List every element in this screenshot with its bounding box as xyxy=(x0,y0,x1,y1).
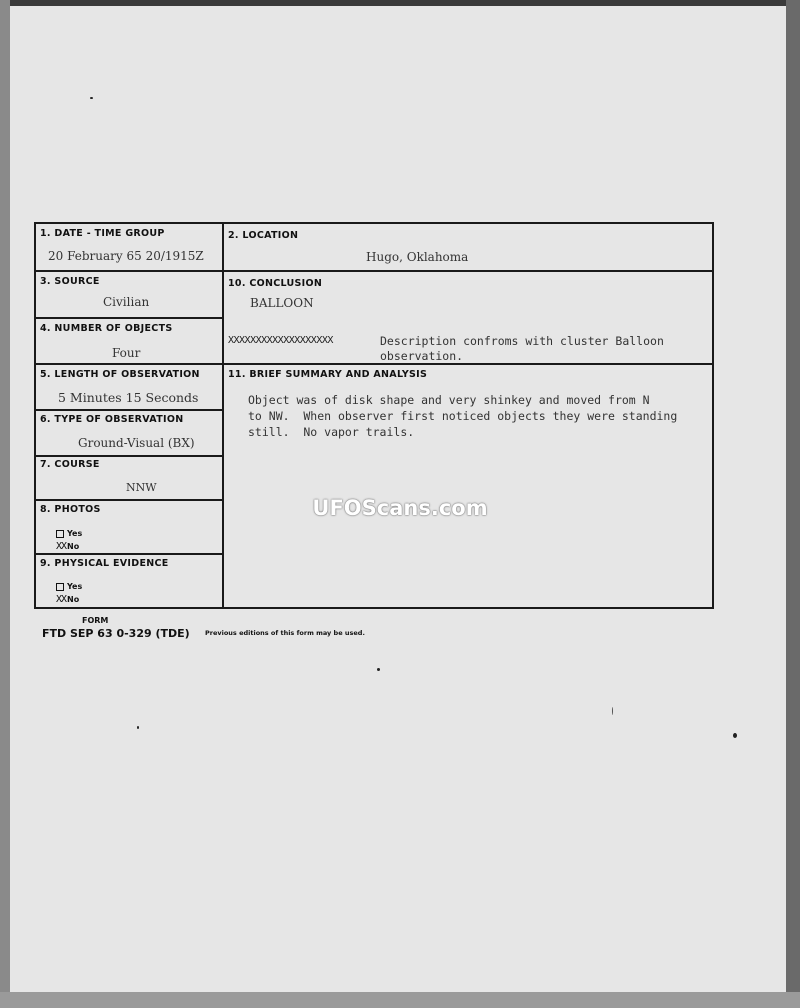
physical-evidence-yes-label: Yes xyxy=(67,582,83,591)
date-time-group-label: 1. DATE - TIME GROUP xyxy=(40,228,165,239)
dust-speck xyxy=(377,668,380,671)
physical-evidence-no-option xyxy=(56,594,79,605)
type-of-observation-value: Ground-Visual (BX) xyxy=(78,436,195,450)
physical-evidence-no-mark: XX xyxy=(56,594,67,605)
row-divider xyxy=(36,455,223,457)
length-of-observation-value: 5 Minutes 15 Seconds xyxy=(58,390,199,405)
course-label: 7. COURSE xyxy=(40,459,100,470)
row-divider xyxy=(36,409,223,411)
row-divider xyxy=(36,317,223,319)
dust-speck xyxy=(733,733,737,738)
checkbox-icon xyxy=(56,530,64,538)
date-time-group-value: 20 February 65 20/1915Z xyxy=(48,249,204,263)
brief-summary-label: 11. BRIEF SUMMARY AND ANALYSIS xyxy=(228,369,428,380)
watermark: UFOScans.com xyxy=(312,496,488,520)
number-of-objects-value: Four xyxy=(112,346,141,360)
physical-evidence-label: 9. PHYSICAL EVIDENCE xyxy=(40,558,169,569)
location-value: Hugo, Oklahoma xyxy=(366,250,469,264)
source-value: Civilian xyxy=(103,295,150,309)
physical-evidence-no-label: No xyxy=(67,595,80,604)
conclusion-detail-line-2: observation. xyxy=(380,349,464,363)
source-label: 3. SOURCE xyxy=(40,276,100,287)
dust-speck xyxy=(612,707,613,715)
photos-label: 8. PHOTOS xyxy=(40,504,101,515)
previous-editions-notice: Previous editions of this form may be used. xyxy=(205,629,365,637)
photos-yes-option xyxy=(56,529,82,538)
dust-speck xyxy=(90,97,93,99)
brief-summary-line-3: still. No vapor trails. xyxy=(248,425,415,439)
scan-edge-right xyxy=(786,0,800,1008)
row-divider xyxy=(36,553,223,555)
physical-evidence-yes-option xyxy=(56,582,82,591)
column-divider xyxy=(222,224,224,609)
scan-edge-left xyxy=(0,0,10,1008)
scan-edge-bottom xyxy=(0,992,800,1008)
conclusion-value: BALLOON xyxy=(250,296,314,310)
photos-yes-label: Yes xyxy=(67,529,83,538)
photos-no-label: No xyxy=(67,542,80,551)
type-of-observation-label: 6. TYPE OF OBSERVATION xyxy=(40,414,184,425)
location-label: 2. LOCATION xyxy=(228,230,299,241)
form-word: FORM xyxy=(82,616,109,625)
conclusion-label: 10. CONCLUSION xyxy=(228,278,323,289)
length-of-observation-label: 5. LENGTH OF OBSERVATION xyxy=(40,369,200,380)
brief-summary-line-1: Object was of disk shape and very shinkey and moved from N xyxy=(248,393,650,407)
project-record-card xyxy=(34,222,714,609)
photos-no-option xyxy=(56,541,79,552)
brief-summary-line-2: to NW. When observer first noticed objects they were standing xyxy=(248,409,678,423)
course-value: NNW xyxy=(126,481,157,494)
photos-no-mark: XX xyxy=(56,541,67,552)
row-divider xyxy=(36,499,223,501)
row-divider xyxy=(36,270,714,272)
number-of-objects-label: 4. NUMBER OF OBJECTS xyxy=(40,323,173,334)
struck-out-text: XXXXXXXXXXXXXXXXXXX xyxy=(228,335,333,346)
checkbox-icon xyxy=(56,583,64,591)
conclusion-detail-line-1: Description confroms with cluster Balloon xyxy=(380,334,664,348)
dust-speck xyxy=(137,726,139,729)
form-id: FTD SEP 63 0-329 (TDE) xyxy=(42,627,190,640)
row-divider xyxy=(36,363,714,365)
scan-edge-top xyxy=(0,0,800,6)
